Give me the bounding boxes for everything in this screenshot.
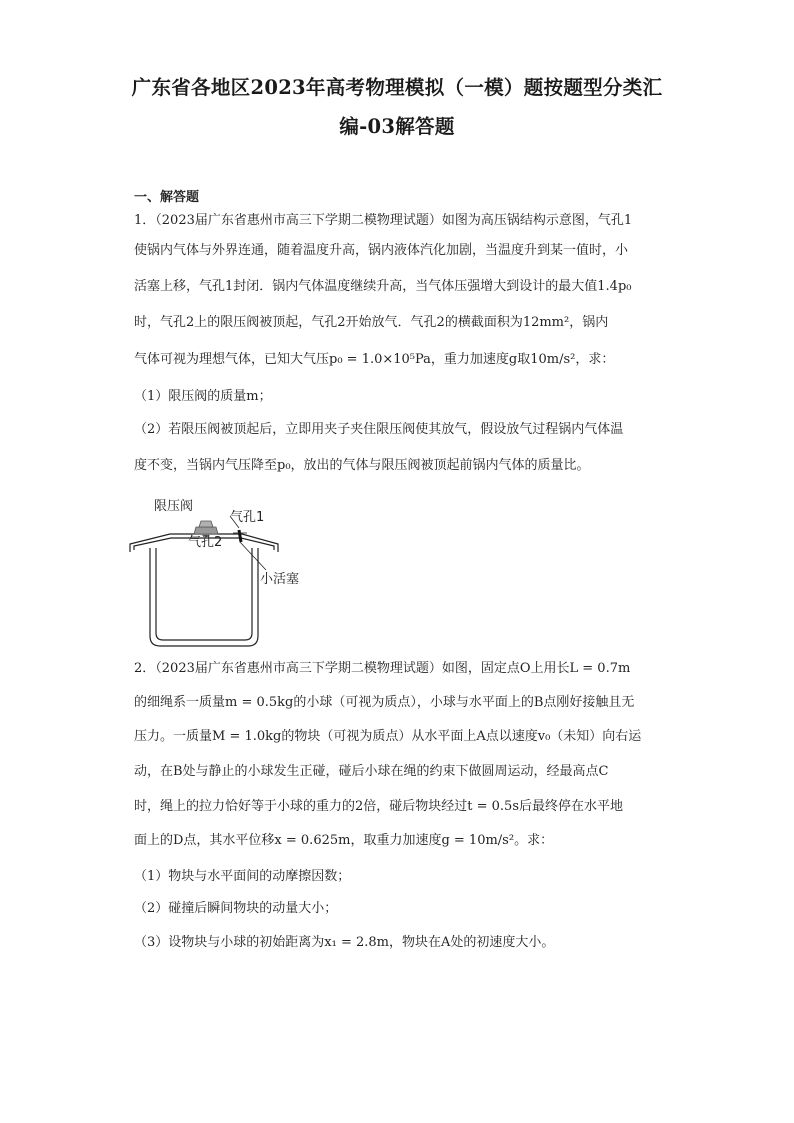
q1-line-5: 气体可视为理想气体，已知大气压p₀ = 1.0×10⁵Pa，重力加速度g取10m/s²，求： [134, 352, 615, 367]
q2-line-4: 动，在B处与静止的小球发生正碰，碰后小球在绳的约束下做圆周运动，经最高点C [134, 764, 609, 779]
q1-sub-2-line-1: （2）若限压阀被顶起后，立即用夹子夹住限压阀使其放气，假设放气过程锅内气体温 [134, 422, 624, 437]
q2-sub-2: （2）碰撞后瞬间物块的动量大小； [134, 901, 338, 916]
q1-line-3: 活塞上移，气孔1封闭．锅内气体温度继续升高，当气体压强增大到设计的最大值1.4p₀ [134, 279, 632, 294]
q2-sub-1: （1）物块与水平面间的动摩擦因数； [134, 869, 351, 884]
valve-label: 限压阀 [154, 499, 194, 514]
q2-line-1: 2．（2023届广东省惠州市高三下学期二模物理试题）如图，固定点O上用长L = 0.7m [134, 661, 631, 676]
pressure-cooker-figure [126, 490, 300, 652]
q1-sub-2-line-2: 度不变，当锅内气压降至p₀，放出的气体与限压阀被顶起前锅内气体的质量比。 [134, 458, 590, 473]
q1-line-2: 使锅内气体与外界连通，随着温度升高，锅内液体汽化加剧，当温度升到某一值时，小 [134, 243, 629, 258]
section-heading: 一、解答题 [134, 190, 200, 205]
q2-sub-3: （3）设物块与小球的初始距离为x₁ = 2.8m，物块在A处的初速度大小。 [134, 935, 555, 950]
document-title-line-1: 广东省各地区2023年高考物理模拟（一模）题按题型分类汇 [131, 76, 663, 99]
q2-line-2: 的细绳系一质量m = 0.5kg的小球（可视为质点），小球与水平面上的B点刚好接触且无 [134, 695, 635, 710]
q1-sub-1: （1）限压阀的质量m； [134, 389, 272, 404]
hole-1-label: 气孔1 [230, 510, 265, 525]
q2-line-3: 压力。一质量M = 1.0kg的物块（可视为质点）从水平面上A点以速度v₀（未知）向右运 [134, 729, 642, 744]
q1-line-1: 1．（2023届广东省惠州市高三下学期二模物理试题）如图为高压锅结构示意图，气孔1 [134, 213, 633, 228]
q2-line-5: 时，绳上的拉力恰好等于小球的重力的2倍，碰后物块经过t = 0.5s后最终停在水平地 [134, 799, 623, 814]
q1-line-4: 时，气孔2上的限压阀被顶起，气孔2开始放气．气孔2的横截面积为12mm²，锅内 [134, 315, 609, 330]
q2-line-6: 面上的D点，其水平位移x = 0.625m，取重力加速度g = 10m/s²。求： [134, 833, 554, 848]
document-title-line-2: 编-03解答题 [339, 115, 455, 138]
hole-2-label: 气孔2 [188, 535, 223, 550]
piston-label: 小活塞 [260, 572, 300, 587]
